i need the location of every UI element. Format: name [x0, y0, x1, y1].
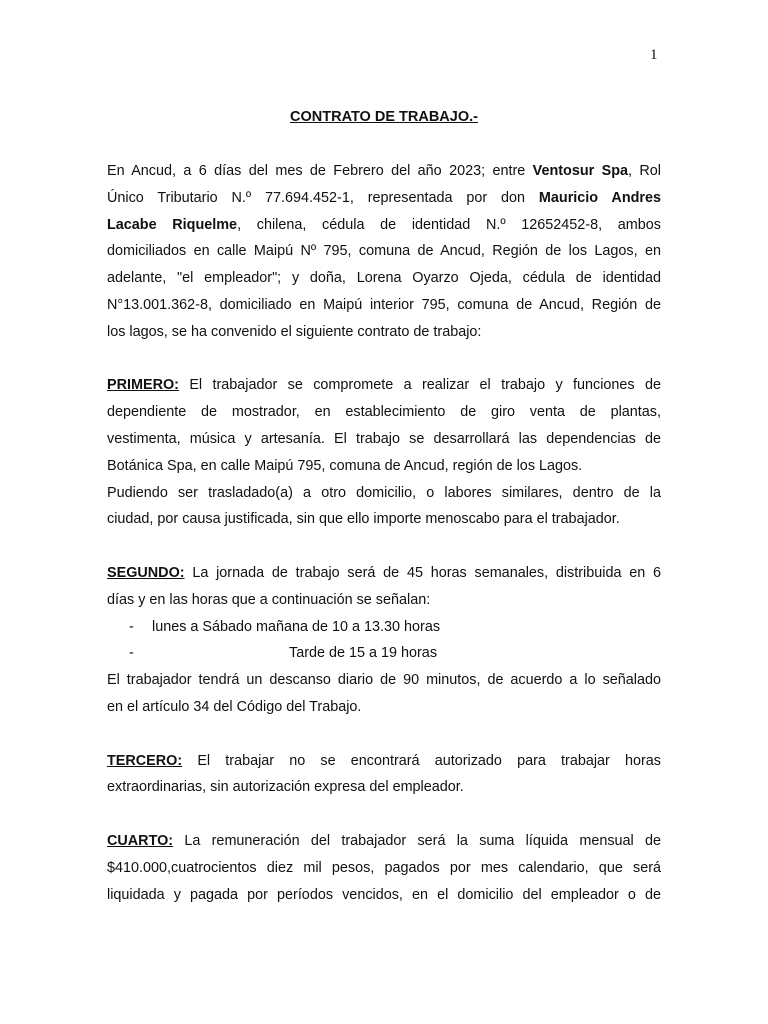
- clause-text: La remuneración del trabajador será la suma líquida mensual de: [173, 832, 661, 849]
- intro-line: los lagos, se ha convenido el siguiente contrato de trabajo:: [107, 323, 482, 340]
- clause-line: [107, 372, 661, 399]
- intro-line: [107, 185, 661, 212]
- document-body: [107, 158, 661, 908]
- clause-line: ciudad, por causa justificada, sin que ello importe menoscabo para el trabajador.: [107, 511, 620, 528]
- clause-line: liquidada y pagada por períodos vencidos, en el domicilio del empleador o de: [107, 886, 661, 903]
- clause-line: [107, 748, 661, 775]
- intro-text: , Rol: [628, 163, 661, 179]
- intro-text: , chilena, cédula de identidad N.º 12652452-8, ambos: [237, 216, 661, 233]
- clause-line: Pudiendo ser trasladado(a) a otro domicilio, o labores similares, dentro de la: [107, 484, 661, 501]
- clause-line: extraordinarias, sin autorización expresa del empleador.: [107, 779, 464, 796]
- clause-cuarto: [107, 828, 661, 908]
- page-number: 1: [650, 47, 658, 63]
- schedule-text: lunes a Sábado mañana de 10 a 13.30 horas: [152, 618, 441, 635]
- clause-label: SEGUNDO:: [107, 564, 185, 581]
- intro-line: N°13.001.362-8, domiciliado en Maipú interior 795, comuna de Ancud, Región de: [107, 296, 661, 313]
- clause-line: dependiente de mostrador, en establecimiento de giro venta de plantas,: [107, 404, 661, 421]
- clause-line: vestimenta, música y artesanía. El trabajo se desarrollará las dependencias de: [107, 430, 661, 447]
- clause-label: PRIMERO:: [107, 377, 179, 394]
- schedule-item: [107, 640, 661, 667]
- clause-text: La jornada de trabajo será de 45 horas semanales, distribuida en 6: [184, 564, 661, 581]
- intro-line: [107, 212, 661, 239]
- document-title: CONTRATO DE TRABAJO.-: [290, 109, 478, 125]
- intro-line: adelante, "el empleador"; y doña, Lorena Oyarzo Ojeda, cédula de identidad: [107, 270, 661, 287]
- intro-line: domiciliados en calle Maipú Nº 795, comuna de Ancud, Región de los Lagos, en: [107, 243, 661, 260]
- representative-name: Mauricio Andres: [538, 189, 662, 206]
- representative-surname: Lacabe Riquelme: [107, 216, 238, 233]
- intro-text: En Ancud, a 6 días del mes de Febrero del año 2023; entre: [107, 163, 533, 179]
- intro-text: Único Tributario N.º 77.694.452-1, representada por don: [107, 189, 539, 206]
- clause-line: El trabajador tendrá un descanso diario de 90 minutos, de acuerdo a lo señalado: [107, 672, 661, 689]
- clause-line: [107, 560, 661, 587]
- intro-line: [107, 158, 661, 185]
- clause-primero: [107, 372, 661, 533]
- clause-line: [107, 828, 661, 855]
- clause-label: TERCERO:: [107, 752, 183, 769]
- schedule-text: Tarde de 15 a 19 horas: [289, 645, 438, 662]
- clause-line: días y en las horas que a continuación se señalan:: [107, 591, 431, 608]
- employer-name: Ventosur Spa: [532, 163, 629, 179]
- clause-segundo: [107, 560, 661, 721]
- clause-tercero: [107, 748, 661, 802]
- clause-text: El trabajar no se encontrará autorizado para trabajar horas: [182, 752, 661, 769]
- clause-line: Botánica Spa, en calle Maipú 795, comuna de Ancud, región de los Lagos.: [107, 457, 583, 474]
- clause-line: en el artículo 34 del Código del Trabajo.: [107, 698, 362, 715]
- list-dash: -: [129, 618, 134, 635]
- intro-paragraph: [107, 158, 661, 346]
- list-dash: -: [129, 645, 134, 662]
- clause-label: CUARTO:: [107, 832, 174, 849]
- schedule-item: [107, 614, 661, 641]
- clause-line: $410.000,cuatrocientos diez mil pesos, pagados por mes calendario, que será: [107, 859, 661, 876]
- clause-text: El trabajador se compromete a realizar el trabajo y funciones de: [178, 377, 661, 394]
